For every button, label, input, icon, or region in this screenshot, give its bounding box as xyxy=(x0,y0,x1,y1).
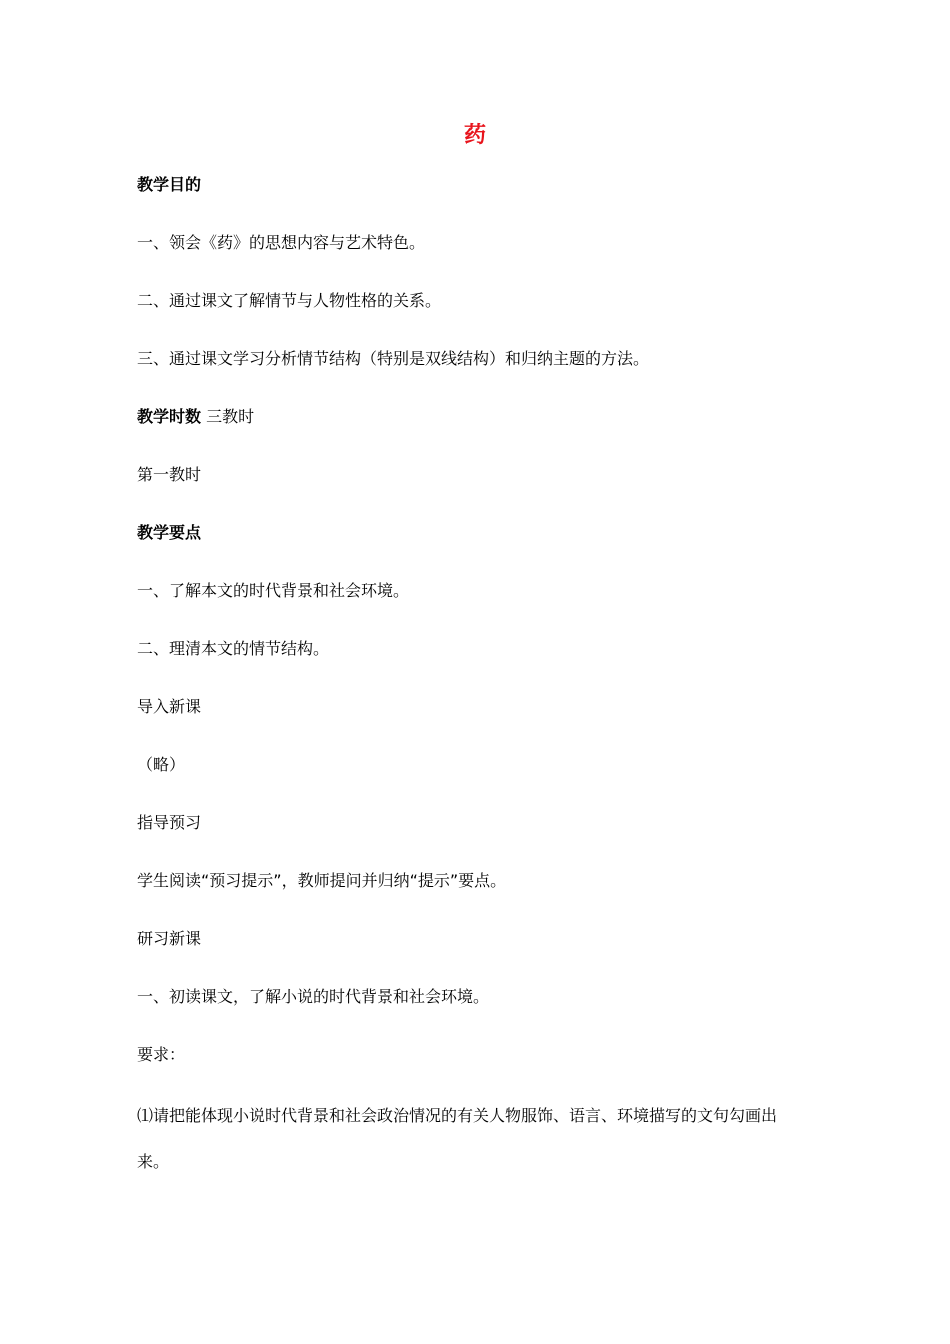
study-item-1: 一、初读课文，了解小说的时代背景和社会环境。 xyxy=(137,987,490,1006)
requirement-item-1: ⑴请把能体现小说时代背景和社会政治情况的有关人物服饰、语言、环境描写的文句勾画出来。 xyxy=(137,1106,778,1171)
heading-keypoints: 教学要点 xyxy=(137,523,202,542)
intro-body: （略） xyxy=(137,755,186,774)
keypoint-item-2: 二、理清本文的情节结构。 xyxy=(137,639,330,658)
objective-item-2: 二、通过课文了解情节与人物性格的关系。 xyxy=(137,291,442,310)
preview-heading: 指导预习 xyxy=(137,813,202,832)
intro-heading: 导入新课 xyxy=(137,697,202,716)
objective-item-3: 三、通过课文学习分析情节结构（特别是双线结构）和归纳主题的方法。 xyxy=(137,349,650,368)
preview-body: 学生阅读“预习提示”，教师提问并归纳“提示”要点。 xyxy=(137,871,507,890)
heading-objectives: 教学目的 xyxy=(137,175,202,194)
objective-item-1: 一、领会《药》的思想内容与艺术特色。 xyxy=(137,233,426,252)
teaching-hours-label: 教学时数 xyxy=(137,407,202,426)
study-heading: 研习新课 xyxy=(137,929,202,948)
document-title: 药 xyxy=(463,123,486,148)
keypoint-item-1: 一、了解本文的时代背景和社会环境。 xyxy=(137,581,410,600)
lesson-heading: 第一教时 xyxy=(137,465,202,484)
teaching-hours-value: 三教时 xyxy=(201,407,255,426)
teaching-hours xyxy=(137,405,817,429)
requirement-label: 要求： xyxy=(137,1045,186,1064)
